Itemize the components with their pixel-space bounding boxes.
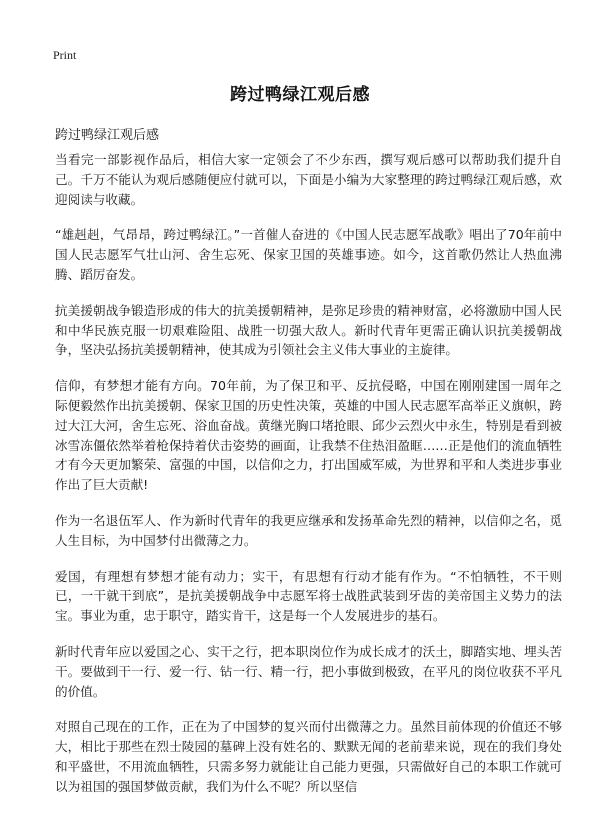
paragraph: 抗美援朝战争锻造形成的伟大的抗美援朝精神，是弥足珍贵的精神财富，必将激励中国人民和中华民族克服一切艰难险阻、战胜一切强大敌人。新时代青年更需正确认识抗美援朝战争，坚决弘扬抗美援朝精神，使其成为引领社会主义伟大事业的主旋律。 xyxy=(55,302,562,358)
paragraph: 对照自己现在的工作，正在为了中国梦的复兴而付出微薄之力。虽然目前体现的价值还不够大，相比于那些在烈士陵园的墓碑上没有姓名的、默默无闻的老前辈来说，现在的我们身处和平盛世，不用流血牺牲，只需多努力就能让自己能力更强，只需做好自己的本职工作就可以为祖国的强国梦做贡献，我们为什么不呢？所以坚信 xyxy=(55,719,562,794)
page-title: 跨过鸭绿江观后感 xyxy=(230,85,370,105)
paragraph: 爱国，有理想有梦想才能有动力；实干，有思想有行动才能有作为。“不怕牺牲，不干则已，一干就干到底”，是抗美援朝战争中志愿军将士战胜武装到牙齿的美帝国主义势力的法宝。事业为重，忠于职守，踏实肯干，这是每一个人发展进步的基石。 xyxy=(55,568,562,624)
paragraph: 信仰，有梦想才能有方向。70年前，为了保卫和平、反抗侵略，中国在刚刚建国一周年之际便毅然作出抗美援朝、保家卫国的历史性决策，英雄的中国人民志愿军高举正义旗帜，跨过大江大河，舍生忘死、浴血奋战。黄继光胸口堵抢眼、邱少云烈火中永生，特别是看到被冰雪冻僵依然举着枪保持着伏击姿势的画面，让我禁不住热泪盈眶……正是他们的流血牺牲才有今天更加繁荣、富强的中国，以信仰之力，打出国威军威，为世界和平和人类进步事业作出了巨大贡献! xyxy=(55,378,562,493)
paragraph: 作为一名退伍军人、作为新时代青年的我更应继承和发扬革命先烈的精神，以信仰之名，觅人生目标，为中国梦付出微薄之力。 xyxy=(55,512,562,548)
paragraph: 当看完一部影视作品后，相信大家一定领会了不少东西，撰写观后感可以帮助我们提升自己。千万不能认为观后感随便应付就可以，下面是小编为大家整理的跨过鸭绿江观后感，欢迎阅读与收藏。 xyxy=(55,152,562,207)
article-body xyxy=(55,150,562,813)
paragraph: 新时代青年应以爱国之心、实干之行，把本职岗位作为成长成才的沃土，脚踏实地、埋头苦干。要做到干一行、爱一行、钻一行、精一行，把小事做到极致，在平凡的岗位收获不平凡的价值。 xyxy=(55,643,562,699)
print-link[interactable]: Print xyxy=(53,48,77,62)
paragraph: “雄赳赳，气昂昂，跨过鸭绿江。”一首催人奋进的《中国人民志愿军战歌》唱出了70年前中国人民志愿军气壮山河、舍生忘死、保家卫国的英雄事迹。如今，这首歌仍然让人热血沸腾、蹈厉奋发。 xyxy=(55,227,562,282)
article-subtitle: 跨过鸭绿江观后感 xyxy=(55,128,160,143)
